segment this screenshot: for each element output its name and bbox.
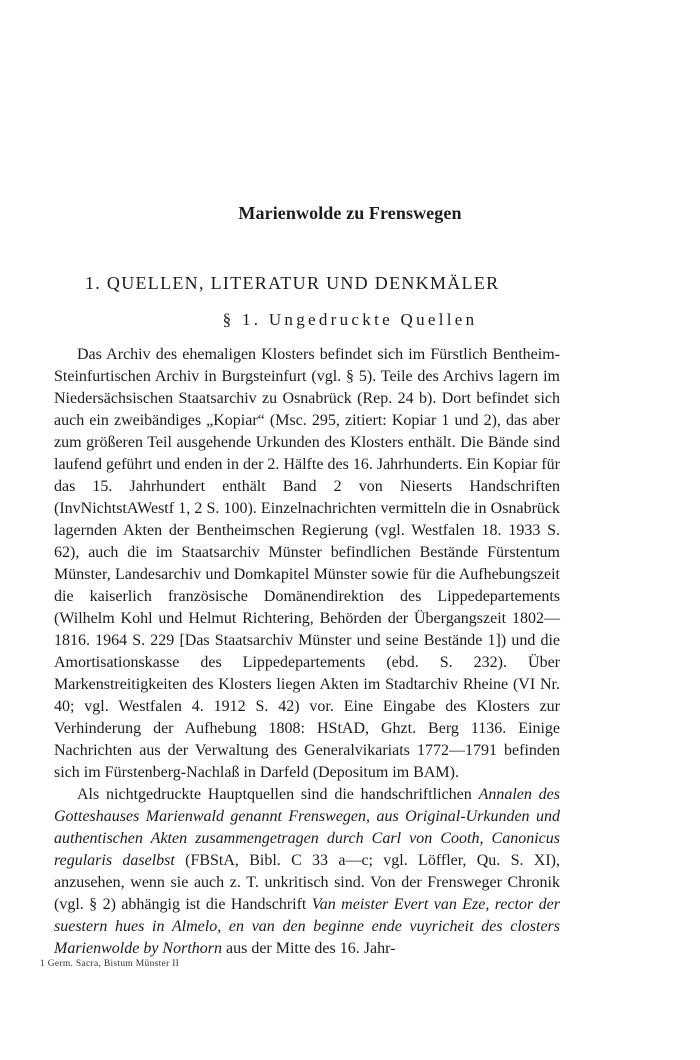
section-heading: § 1. Ungedruckte Quellen <box>222 310 478 329</box>
paragraph-text: Als nichtgedruckte Hauptquellen sind die handschriftlichen <box>77 786 479 803</box>
page-title: Marienwolde zu Frenswegen <box>238 203 462 223</box>
body-text <box>54 344 560 960</box>
paragraph-archive: Das Archiv des ehemaligen Klosters befindet sich im Fürstlich Bentheim-Steinfurtischen Archiv in Burgsteinfurt (vgl. § 5). Teile des Archivs lagern im Niedersächsischen Staatsarchiv zu Osnabrück (Rep. 24 b). Dort befindet sich auch ein zweibändiges „Kopiar“ (Msc. 295, zitiert: Kopiar 1 und 2), das aber zum größeren Teil ausgehende Urkunden des Klosters enthält. Die Bände sind laufend geführt und enden in der 2. Hälfte des 16. Jahrhunderts. Ein Kopiar für das 15. Jahrhundert enthält Band 2 von Nieserts Handschriften (InvNichtstAWestf 1, 2 S. 100). Einzelnachrichten vermitteln die in Osnabrück lagernden Akten der Bentheimschen Regierung (vgl. Westfalen 18. 1933 S. 62), auch die im Staatsarchiv Münster befindlichen Bestände Fürstentum Münster, Landesarchiv und Domkapitel Münster sowie für die Aufhebungszeit die kaiserlich französische Domänendirektion des Lippedepartements (Wilhelm Kohl und Helmut Richtering, Behörden der Übergangszeit 1802—1816. 1964 S. 229 [Das Staatsarchiv Münster und seine Bestände 1]) und die Amortisationskasse des Lippedepartements (ebd. S. 232). Über Markenstreitigkeiten des Klosters liegen Akten im Stadtarchiv Rheine (VI Nr. 40; vgl. Westfalen 4. 1912 S. 42) vor. Eine Eingabe des Klosters zur Verhinderung der Aufhebung 1808: HStAD, Ghzt. Berg 1136. Einige Nachrichten aus der Verwaltung des Generalvikariats 1772—1791 befinden sich im Fürstenberg-Nachlaß in Darfeld (Depositum im BAM). <box>54 346 560 781</box>
footnote: 1 Germ. Sacra, Bistum Münster II <box>40 959 180 969</box>
paragraph-sources <box>54 784 560 960</box>
paragraph-text: (FBStA, Bibl. C 33 a—c; vgl. Löffler, Qu. S. XI), anzusehen, wenn sie auch z. T. unkritisch sind. Von der Frensweger Chronik (vgl. § 2) abhängig ist die Handschrift <box>54 852 560 913</box>
paragraph-text: aus der Mitte des 16. Jahr- <box>222 940 396 957</box>
chapter-heading: 1. QUELLEN, LITERATUR UND DENKMÄLER <box>85 273 500 293</box>
paragraph-italic-title: Annalen des Gotteshauses Marienwald genannt Frenswegen, aus Original-Urkunden und authentischen Akten zusammengetragen durch Carl von Cooth, Canonicus regularis daselbst <box>54 786 561 869</box>
paragraph-italic-title: Van meister Evert van Eze, rector der suestern hues in Almelo, en van den beginne ende vuyricheit des closters Marienwolde by Northorn <box>54 896 560 957</box>
